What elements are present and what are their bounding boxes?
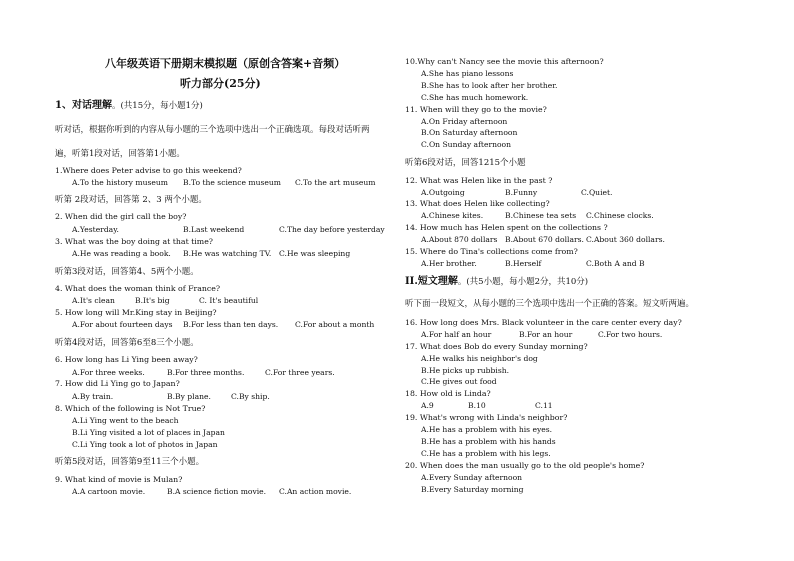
option-19b: B.He has a problem with his hands	[421, 437, 556, 446]
option-11b: B.On Saturday afternoon	[421, 128, 518, 137]
question-6: 6. How long has Li Ying been away?	[55, 355, 198, 364]
option-14c: C.About 360 dollars.	[586, 235, 665, 244]
option-4a: A.It's clean	[72, 296, 115, 305]
option-10a: A.She has piano lessons	[421, 69, 514, 78]
option-6a: A.For three weeks.	[72, 368, 145, 377]
option-11a: A.On Friday afternoon	[421, 117, 508, 126]
option-10b: B.She has to look after her brother.	[421, 81, 558, 90]
question-7: 7. How did Li Ying go to Japan?	[55, 379, 180, 388]
option-13a: A.Chinese kites.	[421, 211, 484, 220]
option-12a: A.Outgoing	[421, 188, 465, 197]
option-2b: B.Last weekend	[183, 225, 245, 234]
option-6c: C.For three years.	[265, 368, 335, 377]
option-17c: C.He gives out food	[421, 377, 497, 386]
question-11: 11. When will they go to the movie?	[405, 105, 547, 114]
section-2-heading	[405, 277, 588, 287]
question-16: 16. How long does Mrs. Black volunteer in the care center every day?	[405, 318, 682, 327]
option-8c: C.Li Ying took a lot of photos in Japan	[72, 440, 218, 449]
option-14b: B.About 670 dollars.	[505, 235, 584, 244]
section-2-name: 短文理解	[417, 276, 458, 287]
page-subtitle: 听力部分(25分)	[180, 77, 261, 90]
option-1b: B.To the science museum	[183, 178, 282, 187]
option-3b: B.He was watching TV.	[183, 249, 272, 258]
question-9: 9. What kind of movie is Mulan?	[55, 475, 183, 484]
question-4: 4. What does the woman think of France?	[55, 284, 221, 293]
option-5b: B.For less than ten days.	[183, 320, 279, 329]
section-2-instruction: 听下面一段短文，从每小题的三个选项中选出一个正确的答案。短文听两遍。	[405, 299, 695, 309]
option-2a: A.Yesterday.	[72, 225, 119, 234]
option-7a: A.By train.	[72, 392, 114, 401]
option-16a: A.For half an hour	[421, 330, 492, 339]
option-13b: B.Chinese tea sets	[505, 211, 577, 220]
instruction-line-1: 听对话，根据你听到的内容从每小题的三个选项中选出一个正确选项。每段对话听两	[55, 125, 370, 135]
option-12c: C.Quiet.	[581, 188, 613, 197]
section-2-number: II.	[405, 276, 418, 287]
option-19c: C.He has a problem with his legs.	[421, 449, 551, 458]
page-title: 八年级英语下册期末模拟题（原创含答案+音频）	[105, 57, 346, 70]
question-14: 14. How much has Helen spent on the collections ?	[405, 223, 608, 232]
option-7c: C.By ship.	[231, 392, 270, 401]
option-19a: A.He has a problem with his eyes.	[421, 425, 553, 434]
option-8a: A.Li Ying went to the beach	[72, 416, 179, 425]
question-12: 12. What was Helen like in the past ?	[405, 176, 553, 185]
dialogue-6-instruction: 听第6段对话，回答1215个小题	[405, 158, 526, 168]
option-18c: C.11	[535, 401, 553, 410]
option-7b: B.By plane.	[167, 392, 211, 401]
option-11c: C.On Sunday afternoon	[421, 140, 511, 149]
section-1-number: 1、	[55, 100, 72, 111]
question-18: 18. How old is Linda?	[405, 389, 491, 398]
option-16b: B.For an hour	[519, 330, 573, 339]
option-9c: C.An action movie.	[279, 487, 352, 496]
question-17: 17. What does Bob do every Sunday morning?	[405, 342, 588, 351]
dialogue-4-instruction: 听第4段对话，回答第6至8三个小题。	[55, 338, 199, 348]
question-3: 3. What was the boy doing at that time?	[55, 237, 213, 246]
option-17a: A.He walks his neighbor's dog	[421, 354, 538, 363]
option-17b: B.He picks up rubbish.	[421, 366, 510, 375]
section-1-score: 。(共15分，每小题1分)	[111, 101, 203, 111]
option-20a: A.Every Sunday afternoon	[421, 473, 523, 482]
dialogue-5-instruction: 听第5段对话，回答第9至11三个小题。	[55, 457, 205, 467]
option-3c: C.He was sleeping	[279, 249, 351, 258]
option-5c: C.For about a month	[295, 320, 375, 329]
option-5a: A.For about fourteen days	[72, 320, 173, 329]
dialogue-3-instruction: 听第3段对话，回答第4、5两个小题。	[55, 267, 199, 277]
option-1a: A.To the history museum	[72, 178, 168, 187]
question-20: 20. When does the man usually go to the old people's home?	[405, 461, 645, 470]
section-1-heading	[55, 101, 203, 111]
option-9b: B.A science fiction movie.	[167, 487, 267, 496]
option-10c: C.She has much homework.	[421, 93, 529, 102]
option-16c: C.For two hours.	[598, 330, 663, 339]
option-20b: B.Every Saturday morning	[421, 485, 524, 494]
question-5: 5. How long will Mr.King stay in Beijing?	[55, 308, 217, 317]
option-6b: B.For three months.	[167, 368, 245, 377]
option-3a: A.He was reading a book.	[72, 249, 171, 258]
option-15c: C.Both A and B	[586, 259, 645, 268]
option-2c: C.The day before yesterday	[279, 225, 385, 234]
question-19: 19. What's wrong with Linda's neighbor?	[405, 413, 568, 422]
question-15: 15. Where do Tina's collections come from?	[405, 247, 578, 256]
option-4c: C. It's beautiful	[199, 296, 259, 305]
section-1-name: 对话理解	[71, 100, 112, 111]
option-4b: B.It's big	[135, 296, 170, 305]
option-13c: C.Chinese clocks.	[586, 211, 654, 220]
dialogue-2-instruction: 听第 2段对话，回答第 2、3 两个小题。	[55, 195, 207, 205]
option-14a: A.About 870 dollars	[421, 235, 498, 244]
option-8b: B.Li Ying visited a lot of places in Japan	[72, 428, 225, 437]
option-15a: A.Her brother.	[421, 259, 477, 268]
option-15b: B.Herself	[505, 259, 542, 268]
option-18a: A.9	[421, 401, 434, 410]
option-18b: B.10	[468, 401, 486, 410]
question-1: 1.Where does Peter advise to go this weekend?	[55, 166, 242, 175]
section-2-score: 。(共5小题，每小题2分，共10分)	[457, 277, 589, 287]
question-10: 10.Why can't Nancy see the movie this afternoon?	[405, 57, 604, 66]
instruction-line-2: 遍，听第1段对话，回答第1小题。	[55, 149, 185, 159]
option-9a: A.A cartoon movie.	[72, 487, 146, 496]
question-8: 8. Which of the following is Not True?	[55, 404, 206, 413]
question-2: 2. When did the girl call the boy?	[55, 212, 187, 221]
option-1c: C.To the art museum	[295, 178, 376, 187]
option-12b: B.Funny	[505, 188, 538, 197]
question-13: 13. What does Helen like collecting?	[405, 199, 550, 208]
